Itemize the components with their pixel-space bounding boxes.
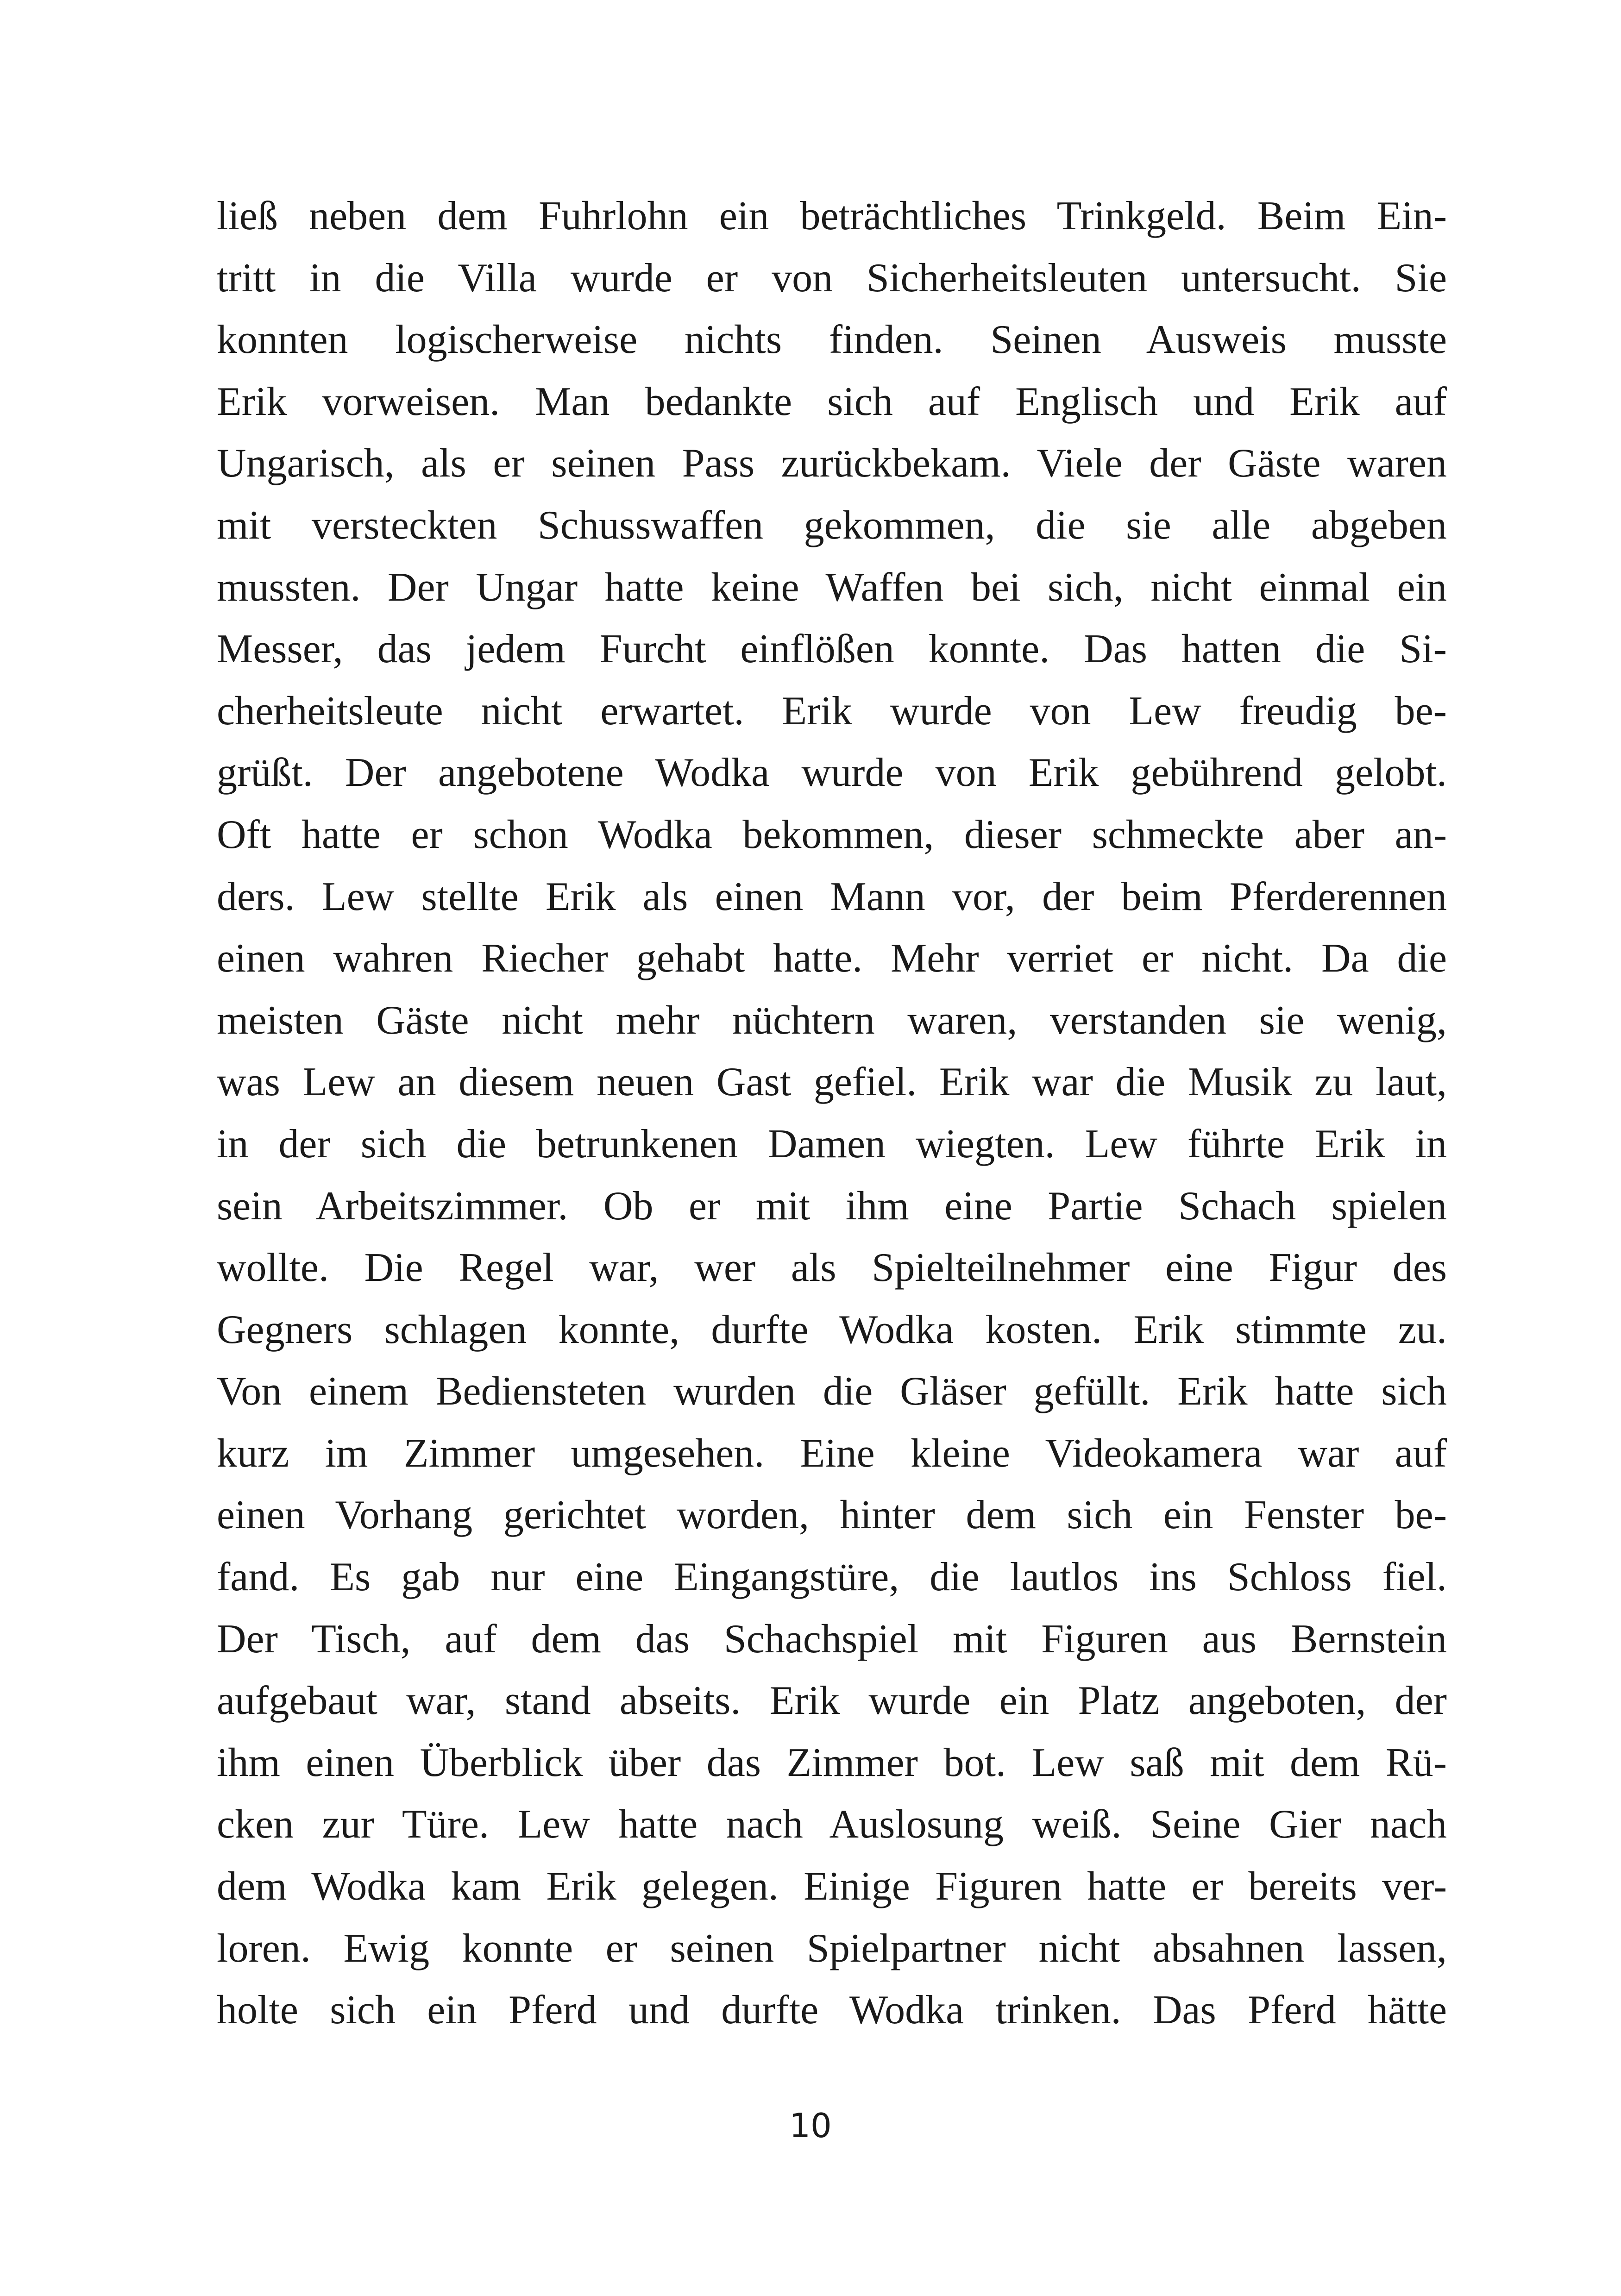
page-number: 10 — [789, 2106, 832, 2145]
body-text — [217, 185, 1447, 2041]
text-line: Von einem Bediensteten wurden die Gläser gefüllt. Erik hatte sich — [217, 1369, 1447, 1414]
text-line: wollte. Die Regel war, wer als Spielteilnehmer eine Figur des — [217, 1245, 1447, 1291]
text-line: dem Wodka kam Erik gelegen. Einige Figuren hatte er bereits ver- — [217, 1864, 1447, 1909]
text-line: loren. Ewig konnte er seinen Spielpartner nicht absahnen lassen, — [217, 1926, 1447, 1971]
text-line: Oft hatte er schon Wodka bekommen, dieser schmeckte aber an- — [217, 812, 1447, 857]
text-line: ihm einen Überblick über das Zimmer bot. Lew saß mit dem Rü- — [217, 1740, 1447, 1785]
text-line: sein Arbeitszimmer. Ob er mit ihm eine Partie Schach spielen — [217, 1183, 1447, 1229]
text-line: Der Tisch, auf dem das Schachspiel mit Figuren aus Bernstein — [217, 1616, 1447, 1662]
text-line: Ungarisch, als er seinen Pass zurückbekam. Viele der Gäste waren — [217, 441, 1447, 486]
text-line: ders. Lew stellte Erik als einen Mann vor, der beim Pferderennen — [217, 874, 1447, 919]
text-line: fand. Es gab nur eine Eingangstüre, die lautlos ins Schloss fiel. — [217, 1555, 1447, 1600]
text-line: einen wahren Riecher gehabt hatte. Mehr verriet er nicht. Da die — [217, 936, 1447, 981]
text-line: einen Vorhang gerichtet worden, hinter dem sich ein Fenster be- — [217, 1493, 1447, 1538]
text-line: konnten logischerweise nichts finden. Seinen Ausweis musste — [217, 317, 1447, 363]
text-line: Erik vorweisen. Man bedankte sich auf Englisch und Erik auf — [217, 379, 1447, 424]
text-line: tritt in die Villa wurde er von Sicherheitsleuten untersucht. Sie — [217, 255, 1447, 301]
text-line: mit versteckten Schusswaffen gekommen, die sie alle abgeben — [217, 502, 1447, 548]
text-line: holte sich ein Pferd und durfte Wodka trinken. Das Pferd hätte — [217, 1988, 1447, 2033]
text-line: cken zur Türe. Lew hatte nach Auslosung weiß. Seine Gier nach — [217, 1802, 1447, 1847]
text-line: grüßt. Der angebotene Wodka wurde von Erik gebührend gelobt. — [217, 750, 1447, 796]
text-line: Messer, das jedem Furcht einflößen konnte. Das hatten die Si- — [217, 627, 1447, 672]
text-line: cherheitsleute nicht erwartet. Erik wurde von Lew freudig be- — [217, 688, 1447, 734]
text-line: ließ neben dem Fuhrlohn ein beträchtliches Trinkgeld. Beim Ein- — [217, 194, 1447, 238]
text-line: Gegners schlagen konnte, durfte Wodka kosten. Erik stimmte zu. — [217, 1307, 1447, 1352]
text-line: kurz im Zimmer umgesehen. Eine kleine Videokamera war auf — [217, 1430, 1447, 1476]
text-line: aufgebaut war, stand abseits. Erik wurde ein Platz angeboten, der — [217, 1678, 1447, 1724]
text-line: mussten. Der Ungar hatte keine Waffen bei sich, nicht einmal ein — [217, 565, 1447, 610]
text-line: in der sich die betrunkenen Damen wiegten. Lew führte Erik in — [217, 1121, 1447, 1167]
text-line: meisten Gäste nicht mehr nüchtern waren, verstanden sie wenig, — [217, 997, 1447, 1043]
text-line: was Lew an diesem neuen Gast gefiel. Erik war die Musik zu laut, — [217, 1060, 1447, 1105]
